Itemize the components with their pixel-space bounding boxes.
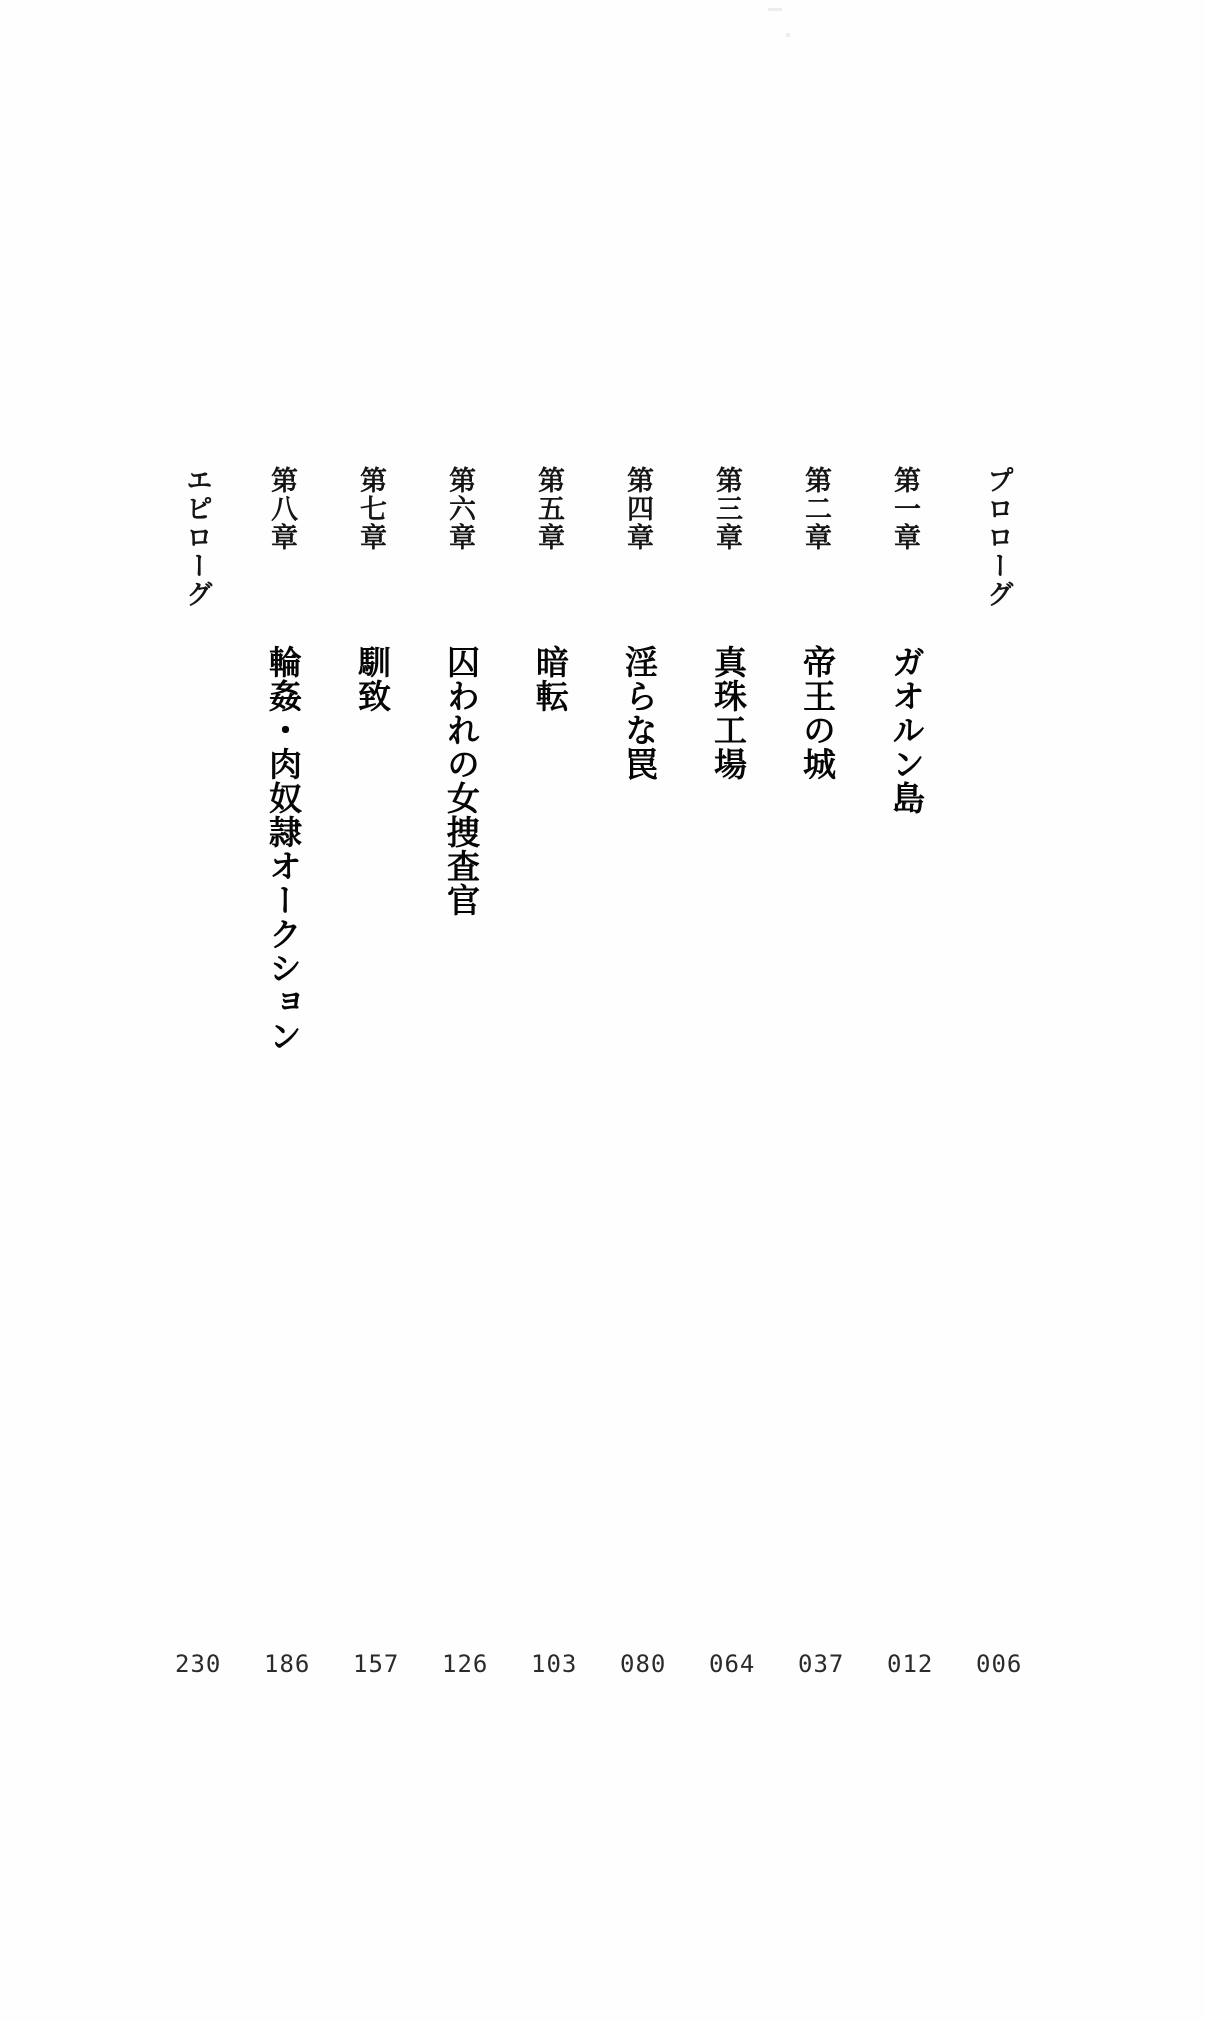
chapter-label: 第一章 [890, 466, 920, 552]
chapter-label: 第五章 [534, 466, 564, 552]
chapter-label: エピローグ [182, 466, 212, 609]
chapter-label: 第二章 [801, 466, 831, 552]
page-number: 230 [175, 1650, 222, 1678]
page-number: 157 [353, 1650, 400, 1678]
chapter-title: 帝王の城 [798, 645, 834, 781]
chapter-label: 第七章 [356, 466, 386, 552]
toc-entry-chapter-2 [798, 466, 840, 1566]
toc-entry-prologue [976, 466, 1018, 1566]
toc-entry-chapter-8 [264, 466, 306, 1566]
toc-entry-chapter-4 [620, 466, 662, 1566]
toc-entry-chapter-7 [353, 466, 395, 1566]
chapter-title: 真珠工場 [709, 645, 745, 781]
toc-entry-chapter-1 [887, 466, 929, 1566]
table-of-contents [175, 466, 1018, 1566]
chapter-label: 第四章 [623, 466, 653, 552]
chapter-title: 淫らな罠 [620, 645, 656, 781]
scan-artifact [768, 8, 782, 11]
page-number: 012 [887, 1650, 934, 1678]
toc-entry-epilogue [175, 466, 217, 1566]
chapter-label: プロローグ [983, 466, 1013, 609]
page-number: 006 [976, 1650, 1023, 1678]
page-number: 037 [798, 1650, 845, 1678]
page-number: 186 [264, 1650, 311, 1678]
chapter-title: 暗転 [531, 645, 567, 713]
toc-entry-chapter-3 [709, 466, 751, 1566]
page-number: 080 [620, 1650, 667, 1678]
scan-artifact [786, 33, 790, 37]
chapter-label: 第六章 [445, 466, 475, 552]
chapter-label: 第三章 [712, 466, 742, 552]
page-number: 126 [442, 1650, 489, 1678]
toc-entry-chapter-5 [531, 466, 573, 1566]
chapter-label: 第八章 [267, 466, 297, 552]
chapter-title: 囚われの女捜査官 [442, 645, 478, 917]
page-number: 103 [531, 1650, 578, 1678]
chapter-title: 輪姦・肉奴隷オークション [264, 645, 300, 1053]
toc-entry-chapter-6 [442, 466, 484, 1566]
page-number: 064 [709, 1650, 756, 1678]
chapter-title: ガオルン島 [887, 645, 923, 815]
page-number-row [175, 1650, 1023, 1678]
chapter-title: 馴致 [353, 645, 389, 713]
